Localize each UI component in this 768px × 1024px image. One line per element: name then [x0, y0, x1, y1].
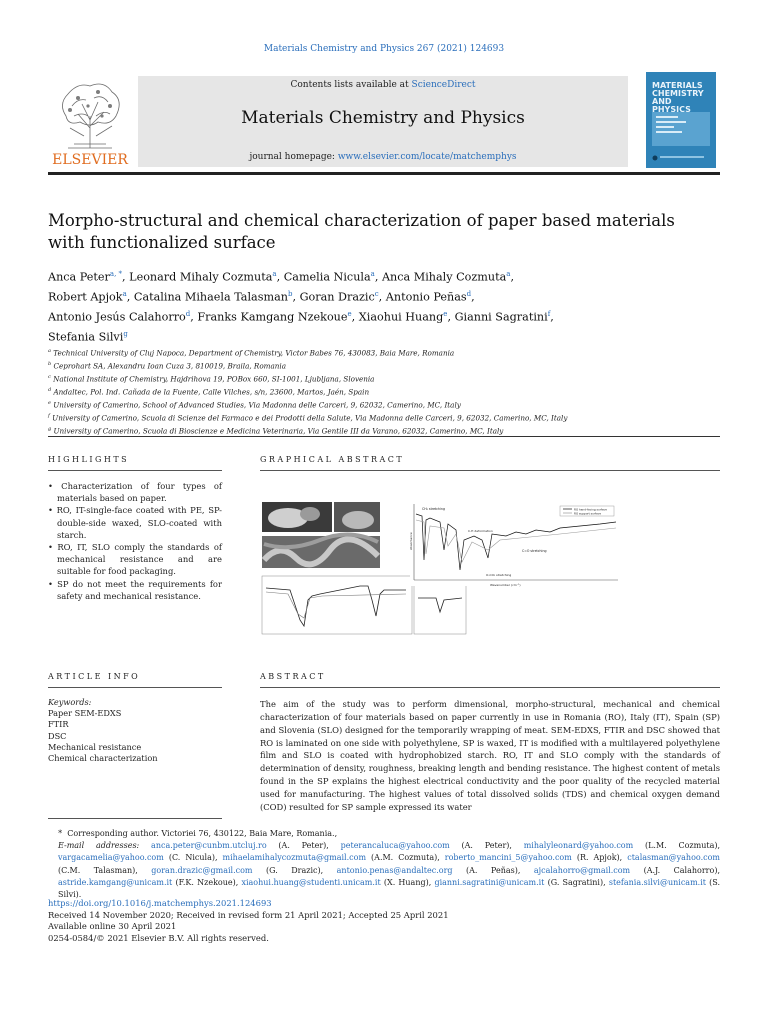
bullet-icon: •	[48, 542, 58, 553]
author-affiliation-marker[interactable]: c	[374, 290, 379, 299]
affiliation-marker: g	[48, 425, 52, 432]
keyword-item: Chemical characterization	[48, 753, 158, 764]
email-link[interactable]: roberto_mancini_5@yahoo.com	[444, 853, 572, 863]
author-affiliation-marker[interactable]: a, *	[109, 270, 123, 278]
affiliation-text: Ceprohart SA, Alexandru Ioan Cuza 3, 810019, Braila, Romania	[51, 361, 286, 371]
affiliation-item	[48, 346, 720, 359]
author-separator: ,	[550, 310, 554, 324]
graphical-abstract-rule	[260, 470, 720, 471]
affiliation-marker: f	[48, 412, 50, 419]
graphical-abstract-heading: GRAPHICAL ABSTRACT	[260, 455, 405, 464]
email-owner: (X. Huang),	[380, 877, 435, 887]
author-name: Gianni Sagratini	[454, 310, 548, 324]
keywords-block	[48, 697, 158, 764]
cover-title: MATERIALS CHEMISTRY AND PHYSICS	[652, 81, 704, 114]
author-affiliation-marker[interactable]: b	[287, 290, 293, 299]
email-link[interactable]: astride.kamgang@unicam.it	[58, 877, 173, 887]
email-link[interactable]: antonio.penas@andaltec.org	[336, 865, 453, 875]
email-owner: (A. Peñas),	[452, 865, 534, 875]
keyword-item: FTIR	[48, 719, 69, 730]
legend-entry-1: RO hand-facing surface	[574, 507, 607, 512]
highlights-list	[48, 480, 222, 602]
highlight-item	[48, 541, 222, 578]
article-title: Morpho-structural and chemical characterization of paper based materials with functionalized surface	[48, 211, 675, 252]
author-affiliation-marker[interactable]: e	[443, 310, 448, 319]
highlight-text: Characterization of four types of materials based on paper.	[57, 481, 222, 504]
received-dates: Received 14 November 2020; Received in revised form 21 April 2021; Accepted 25 April 2021	[48, 909, 449, 920]
affiliation-marker: a	[48, 348, 51, 354]
author-name: Franks Kamgang Nzekoue	[197, 310, 348, 324]
email-owner: (R. Apjok),	[571, 853, 628, 863]
keyword-item: DSC	[48, 730, 67, 741]
affiliation-marker: b	[48, 360, 52, 367]
article-info-heading: ARTICLE INFO	[48, 672, 141, 681]
email-link[interactable]: vargacamelia@yahoo.com	[58, 853, 164, 863]
email-label: E-mail addresses:	[58, 841, 152, 851]
highlight-item	[48, 578, 222, 602]
affiliation-text: Andaltec, Pol. Ind. Cañada de la Fuente, Calle Vilches, s/n, 23600, Martos, Jaén, Spain	[51, 387, 370, 397]
affiliation-item	[48, 411, 720, 424]
author-affiliation-marker[interactable]: a	[370, 270, 375, 278]
footnote-rule	[48, 818, 222, 819]
affiliation-text: National Institute of Chemistry, Hajdrihova 19, POBox 660, SI-1001, Ljubljana, Slovenia	[50, 374, 375, 384]
keyword-item: Mechanical resistance	[48, 741, 142, 752]
highlight-text: SP do not meet the requirements for safety and mechanical resistance.	[57, 578, 222, 601]
author-name: Anca Peter	[48, 270, 110, 284]
email-link[interactable]: stefania.silvi@unicam.it	[608, 877, 706, 887]
legend-entry-2: RO support surface	[574, 511, 601, 516]
email-link[interactable]: mihalyleonard@yahoo.com	[523, 841, 634, 851]
author-separator: ,	[292, 290, 300, 304]
affiliation-marker: e	[48, 399, 51, 406]
affiliation-text: University of Camerino, Scuola di Scienze del Farmaco e dei Prodotti della Salute, Via Madonna delle Carceri, 9, 62032, Camerino, MC, Italy	[49, 413, 568, 423]
homepage-prefix: journal homepage:	[249, 152, 338, 162]
affiliation-list	[48, 346, 720, 437]
corresponding-author-note	[48, 828, 720, 840]
highlight-item	[48, 504, 222, 541]
keyword-item: Paper SEM-EDXS	[48, 708, 122, 719]
author-separator: ,	[276, 270, 284, 284]
author-name: Leonard Mihaly Cozmuta	[129, 270, 273, 284]
email-owner: (A.M. Cozmuta),	[366, 853, 445, 863]
email-link[interactable]: anca.peter@cunbm.utcluj.ro	[151, 841, 267, 851]
author-separator: ,	[126, 290, 134, 304]
affiliation-text: University of Camerino, Scuola di Bioscienze e Medicina Veterinaria, Via Gentile III da Varano, 62032, Camerino, MC, Italy	[51, 426, 504, 436]
author-affiliation-marker[interactable]: a	[506, 270, 511, 278]
author-name: Antonio Jesús Calahorro	[48, 310, 186, 324]
author-name: Antonio Peñas	[385, 290, 467, 304]
elsevier-wordmark: ELSEVIER	[52, 152, 128, 166]
journal-reference[interactable]: Materials Chemistry and Physics 267 (2021) 124693	[263, 44, 505, 54]
email-link[interactable]: ctalasman@yahoo.com	[627, 853, 720, 863]
publication-info	[48, 898, 449, 944]
email-link[interactable]: ajcalahorro@gmail.com	[533, 865, 631, 875]
email-link[interactable]: peterancaluca@yahoo.com	[340, 841, 450, 851]
footnotes	[48, 828, 720, 901]
author-separator: ,	[471, 290, 475, 304]
contents-prefix: Contents lists available at	[290, 80, 412, 90]
author-name: Goran Drazic	[299, 290, 375, 304]
highlights-heading: HIGHLIGHTS	[48, 455, 130, 464]
bullet-icon: •	[48, 505, 57, 516]
email-link[interactable]: mihaelamihalycozmuta@gmail.com	[222, 853, 367, 863]
email-owner: (G. Drazic),	[252, 865, 337, 875]
dsc-plot	[262, 576, 412, 634]
author-name: Camelia Nicula	[283, 270, 371, 284]
elsevier-tree-icon	[48, 76, 132, 166]
available-online: Available online 30 April 2021	[48, 921, 177, 931]
journal-title: Materials Chemistry and Physics	[241, 108, 525, 128]
affiliation-item	[48, 385, 720, 398]
graphical-abstract-image	[260, 500, 622, 638]
journal-homepage	[138, 152, 628, 162]
ftir-x-label: Wavenumber (cm⁻¹)	[490, 583, 521, 587]
keywords-list	[48, 708, 158, 764]
email-owner: (F.K. Nzekoue),	[172, 877, 242, 887]
affiliation-marker: d	[48, 386, 52, 393]
author-affiliation-marker[interactable]: g	[123, 330, 128, 339]
author-separator: ,	[351, 310, 359, 324]
affiliation-marker: c	[48, 373, 51, 380]
author-affiliation-marker[interactable]: d	[466, 290, 472, 299]
email-owner: (A. Peter),	[266, 841, 341, 851]
author-separator: ,	[510, 270, 515, 284]
email-link[interactable]: goran.drazic@gmail.com	[151, 865, 253, 875]
author-list	[48, 266, 720, 346]
header-divider	[48, 172, 720, 175]
author-affiliation-marker[interactable]: f	[547, 310, 551, 319]
abstract-heading: ABSTRACT	[260, 672, 326, 681]
sciencedirect-link[interactable]: ScienceDirect	[411, 80, 476, 90]
ftir-y-label: Absorbance	[409, 532, 413, 550]
affiliation-item	[48, 424, 720, 437]
section-divider	[48, 436, 720, 437]
author-affiliation-marker[interactable]: a	[122, 290, 127, 299]
peak-label-2: C=O stretching	[522, 549, 547, 553]
email-owner: (L.M. Cozmuta),	[633, 841, 721, 851]
highlight-text: RO, IT, SLO comply the standards of mechanical resistance and are suitable for food packaging.	[57, 542, 222, 577]
highlight-text: RO, IT-single-face coated with PE, SP-double-side waxed, SLO-coated with starch.	[56, 505, 222, 540]
peak-label-4: O-CO₂ stretching	[486, 573, 512, 577]
affiliation-text: Technical University of Cluj Napoca, Department of Chemistry, Victor Babes 76, 430083, Baia Mare, Romania	[50, 348, 455, 358]
copyright-notice: 0254-0584/© 2021 Elsevier B.V. All rights reserved.	[48, 932, 269, 943]
abstract-rule	[260, 687, 720, 688]
author-separator: ,	[378, 290, 386, 304]
author-separator: ,	[122, 270, 130, 284]
email-owner: (S. Silvi).	[58, 877, 721, 900]
author-affiliation-marker[interactable]: e	[347, 310, 352, 319]
asterisk-icon: *	[58, 829, 63, 838]
author-affiliation-marker[interactable]: a	[272, 270, 277, 278]
graphical-abstract-figure[interactable]	[260, 500, 622, 638]
bullet-icon: •	[48, 578, 58, 589]
article-info-rule	[48, 687, 222, 688]
email-owner: (C. Nicula),	[163, 853, 223, 863]
keywords-label: Keywords:	[48, 697, 92, 707]
affiliation-item	[48, 359, 720, 372]
highlight-item	[48, 480, 222, 504]
peak-label-3: C-H deformation	[468, 529, 493, 533]
doi-link[interactable]: https://doi.org/10.1016/j.matchemphys.2021.124693	[48, 898, 272, 908]
affiliation-item	[48, 398, 720, 411]
email-link[interactable]: gianni.sagratini@unicam.it	[434, 877, 545, 887]
author-separator: ,	[374, 270, 382, 284]
homepage-link[interactable]: www.elsevier.com/locate/matchemphys	[337, 152, 517, 162]
email-owner: (C.M. Talasman),	[58, 865, 152, 875]
email-owner: (A.J. Calahorro),	[630, 865, 720, 875]
author-name: Anca Mihaly Cozmuta	[381, 270, 507, 284]
abstract-text: The aim of the study was to perform dimensional, morpho-structural, mechanical and chemical characterization of four materials based on paper currently in use in Romania (RO), Italy (IT), Spain (SP) and Slovenia (SLO) designed for the temporarily wrapping of meat. SEM-EDXS, FTIR and DSC showed that RO is laminated on one side with polyethylene, SP is waxed, IT is modified with a multilayered polyethylene film and SLO is coated with hydrophobized starch. RO, IT and SLO comply with the standards of determination of density, roughness, breaking length and bending resistance. The highest content of metals found in the SP explains the highest electrical conductivity and the poor quality of the recycled material used for manufacturing. The highest values of total dissolved solids (TDS) and chemical oxygen demand (COD) resulted for SP sample expressed its water	[260, 699, 720, 812]
email-owner: (A. Peter),	[449, 841, 524, 851]
author-name: Robert Apjok	[48, 290, 123, 304]
corresponding-author-text: Corresponding author. Victoriei 76, 430122, Baia Mare, Romania.,	[67, 829, 338, 838]
author-name: Stefania Silvi	[48, 330, 124, 344]
affiliation-item	[48, 372, 720, 385]
email-owner: (G. Sagratini),	[544, 877, 609, 887]
contents-line	[138, 80, 628, 90]
author-separator: ,	[190, 310, 198, 324]
author-name: Xiaohui Huang	[358, 310, 444, 324]
peak-label-1: CH₂ stretching	[422, 507, 445, 511]
elsevier-logo	[48, 76, 132, 166]
email-link[interactable]: xiaohui.huang@studenti.unicam.it	[241, 877, 381, 887]
author-name: Catalina Mihaela Talasman	[133, 290, 288, 304]
email-addresses	[48, 840, 720, 901]
author-separator: ,	[447, 310, 455, 324]
highlights-rule	[48, 470, 222, 471]
author-affiliation-marker[interactable]: d	[185, 310, 191, 319]
bullet-icon: •	[48, 481, 62, 491]
affiliation-text: University of Camerino, School of Advanced Studies, Via Madonna delle Carceri, 9, 62032, Camerino, MC, Italy	[50, 400, 461, 410]
